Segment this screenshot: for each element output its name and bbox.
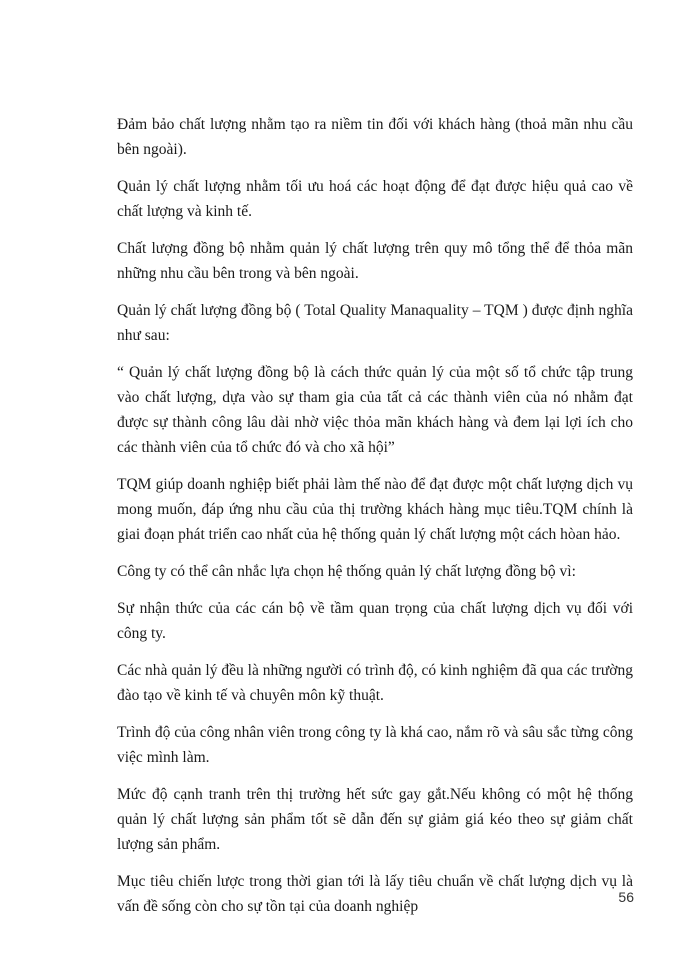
page-number: 56 xyxy=(618,889,634,905)
paragraph-total-quality: Chất lượng đồng bộ nhằm quản lý chất lượng trên quy mô tổng thể để thỏa mãn những nhu cầu bên trong và bên ngoài. xyxy=(117,240,633,282)
paragraph-quality-management: Quản lý chất lượng nhằm tối ưu hoá các hoạt động để đạt được hiệu quả cao về chất lượng và kinh tế. xyxy=(117,178,633,220)
paragraph-reason-competition: Mức độ cạnh tranh trên thị trường hết sức gay gắt.Nếu không có một hệ thống quản lý chất lượng sản phẩm tốt sẽ dẫn đến sự giảm giá kéo theo sự giảm chất lượng sản phẩm. xyxy=(117,786,633,853)
paragraph-reasons-intro: Công ty có thể cân nhắc lựa chọn hệ thống quản lý chất lượng đồng bộ vì: xyxy=(117,563,576,580)
paragraph-tqm-benefits: TQM giúp doanh nghiệp biết phải làm thế nào để đạt được một chất lượng dịch vụ mong muốn, đáp ứng nhu cầu của thị trường khách hàng mục tiêu.TQM chính là giai đoạn phát triển cao nhất của hệ thống quản lý chất lượng một cách hòan hảo. xyxy=(117,476,633,543)
paragraph-tqm-definition-intro: Quản lý chất lượng đồng bộ ( Total Quality Manaquality – TQM ) được định nghĩa như sau: xyxy=(117,302,633,344)
paragraph-quality-assurance: Đảm bảo chất lượng nhằm tạo ra niềm tin đối với khách hàng (thoả mãn nhu cầu bên ngoài). xyxy=(117,116,633,158)
page-body xyxy=(117,112,633,931)
paragraph-tqm-definition-quote: “ Quản lý chất lượng đồng bộ là cách thức quản lý của một số tổ chức tập trung vào chất lượng, dựa vào sự tham gia của tất cả các thành viên của nó nhằm đạt được sự thành công lâu dài nhờ việc thỏa mãn khách hàng và đem lại lợi ích cho các thành viên của tổ chức đó và cho xã hội” xyxy=(117,364,633,456)
paragraph-reason-staff: Trình độ của công nhân viên trong công ty là khá cao, nắm rõ và sâu sắc từng công việc mình làm. xyxy=(117,724,633,766)
paragraph-reason-managers: Các nhà quản lý đều là những người có trình độ, có kinh nghiệm đã qua các trường đào tạo về kinh tế và chuyên môn kỹ thuật. xyxy=(117,662,633,704)
paragraph-reason-strategy: Mục tiêu chiến lược trong thời gian tới là lấy tiêu chuẩn về chất lượng dịch vụ là vấn đề sống còn cho sự tồn tại của doanh nghiệp xyxy=(117,873,633,915)
paragraph-reason-awareness: Sự nhận thức của các cán bộ về tầm quan trọng của chất lượng dịch vụ đối với công ty. xyxy=(117,600,633,642)
